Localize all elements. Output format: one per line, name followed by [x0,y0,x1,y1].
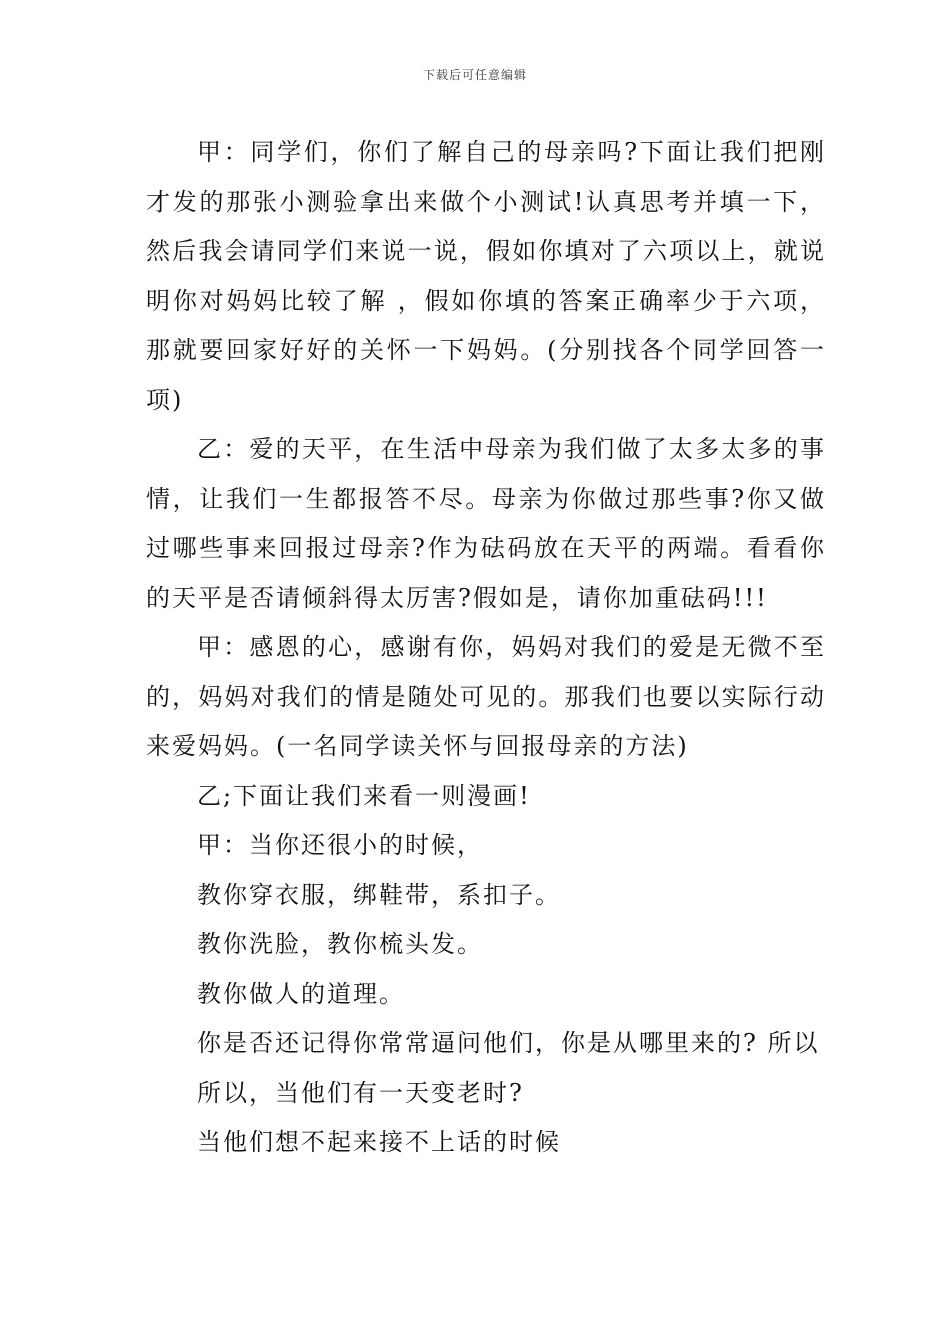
line-comic-intro: 乙;下面让我们来看一则漫画! [197,781,531,810]
line-teach-wash: 教你洗脸，教你梳头发。 [197,930,483,958]
line-when-old: 所以，当他们有一天变老时? [197,1078,524,1107]
download-note: 下载后可任意编辑 [422,68,527,82]
line-teach-dress: 教你穿衣服，绑鞋带，系扣子。 [197,880,561,909]
line-when-small: 甲：当你还很小的时候， [197,831,483,859]
paragraph-love-balance: 乙：爱的天平，在生活中母亲为我们做了太多太多的事情，让我们一生都报答不尽。母亲为你做过那些事?你又做过哪些事来回报过母亲?作为砝码放在天平的两端。看看你的天平是否请倾斜得太厉害?假如是，请你加重砝码!!! [146,435,826,612]
paragraph-grateful-heart: 甲：感恩的心，感谢有你，妈妈对我们的爱是无微不至的，妈妈对我们的情是随处可见的。那我们也要以实际行动来爱妈妈。(一名同学读关怀与回报母亲的方法) [146,633,826,760]
line-teach-principles: 教你做人的道理。 [197,979,405,1008]
line-cannot-remember: 当他们想不起来接不上话的时候 [197,1128,561,1156]
document-body [146,128,826,1168]
paragraph-remember-asking: 你是否还记得你常常逼问他们，你是从哪里来的? 所以 [197,1029,820,1057]
paragraph-mother-quiz: 甲：同学们，你们了解自己的母亲吗?下面让我们把刚才发的那张小测验拿出来做个小测试!认真思考并填一下，然后我会请同学们来说一说，假如你填对了六项以上，就说明你对妈妈比较了解 ，假如你填的答案正确率少于六项，那就要回家好好的关怀一下妈妈。(分别找各个同学回答一项) [146,138,826,414]
